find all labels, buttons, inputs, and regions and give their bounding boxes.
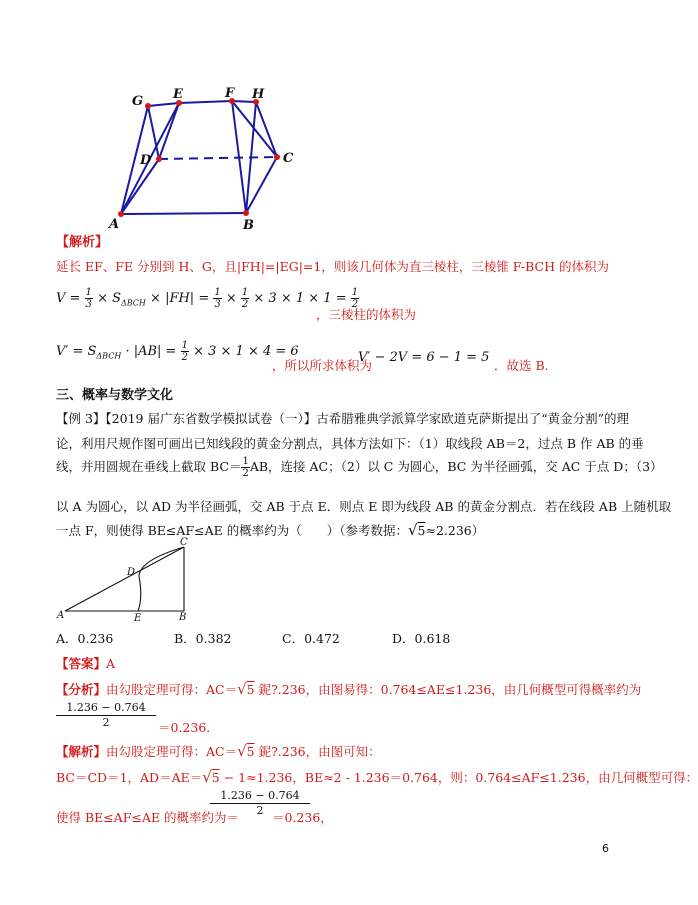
- point-label-a: A: [109, 217, 120, 232]
- analysis-sqrt: 5: [246, 682, 255, 697]
- analysis-frac-num: 1.236 − 0.764: [56, 701, 156, 716]
- solution-l2a: BC＝CD＝1，AD＝AE＝: [56, 770, 203, 785]
- solution-line-a: 【解析】由勾股定理可得：AC＝√5 鈮?.236，由图可知：: [56, 742, 381, 760]
- solution-l3b: ＝0.236，: [272, 810, 333, 825]
- point-label-d2: D: [127, 567, 136, 578]
- example-line-1: 【例 3】【2019 届广东省数学模拟试卷（一）】古希腊雅典学派算学家欧道克萨斯提出了“黄金分割”的理: [56, 411, 629, 426]
- solution-frac-num: 1.236 − 0.764: [210, 789, 310, 804]
- point-label-b: B: [243, 218, 254, 233]
- analysis-label-1: 【解析】: [56, 235, 109, 250]
- solution-l1-sqrt: 5: [246, 744, 255, 759]
- example-line-3a: 线，并用圆规在垂线上截取 BC＝: [56, 459, 242, 474]
- example-line-2: 论，利用尺规作图可画出已知线段的黄金分割点，具体方法如下：（1）取线段 AB＝2，过点 B 作 AB 的垂: [56, 436, 644, 451]
- solution-l2b: − 1≈1.236，BE≈2 - 1.236＝0.764，则：0.764≤AF≤1.236，由几何概型可得：: [219, 770, 698, 785]
- choice-a: A．0.236: [56, 631, 114, 646]
- equation-2-tail-b: ．故选 B.: [494, 358, 549, 373]
- page-number: 6: [602, 842, 609, 855]
- analysis-frac-den: 2: [102, 716, 110, 729]
- example-line-4: 以 A 为圆心，以 AD 为半径画弧，交 AB 于点 E．则点 E 即为线段 AB 的黄金分割点．若在线段 AB 上随机取: [56, 499, 672, 514]
- choice-b: B．0.382: [174, 631, 232, 646]
- volume-equation-1: V = $\frac{1}{3}$ × $S_{\Delta BCH} \times |FH|$ = $\frac{1}{3}$ × $\frac{1}{2}$ × 3 × 1 × 1 = $\frac{1}{2}$: [56, 287, 359, 310]
- analysis-text-c: ＝0.236.: [158, 720, 211, 735]
- equation-2-tail-a: ，所以所求体积为: [272, 358, 373, 373]
- point-label-f: F: [225, 86, 235, 101]
- analysis-label-2: 【分析】: [56, 682, 107, 697]
- answer-value: A: [106, 656, 116, 671]
- point-label-e: E: [173, 87, 183, 102]
- point-label-h: H: [252, 87, 265, 102]
- solution-line-c: 使得 BE≤AF≤AE 的概率约为＝: [56, 810, 240, 825]
- answer-label: 【答案】: [56, 656, 107, 671]
- analysis-fraction: [56, 701, 156, 729]
- solution-frac-den: 2: [256, 804, 264, 817]
- point-label-e2: E: [134, 613, 142, 624]
- section-heading: 三、概率与数学文化: [56, 388, 174, 403]
- choice-d: D．0.618: [392, 631, 451, 646]
- choice-c: C．0.472: [282, 631, 340, 646]
- solution-l1a: 由勾股定理可得：AC＝: [106, 744, 238, 759]
- golden-section-figure: [55, 537, 205, 624]
- solution-l2-sqrt: 5: [211, 770, 220, 785]
- point-label-d: D: [140, 153, 152, 168]
- example-line-3: [56, 456, 663, 479]
- analysis-text-b: 鈮?.236，由图易得：0.764≤AE≤1.236，由几何概型可得概率约为: [254, 682, 642, 697]
- prism-figure: [100, 88, 310, 238]
- point-label-g: G: [132, 94, 144, 109]
- sqrt-five: 5: [417, 523, 426, 538]
- fraction-half-den: 2: [242, 468, 249, 479]
- solution-l1b: 鈮?.236，由图可知：: [254, 744, 381, 759]
- example-line-5: 一点 F，则使得 BE≤AF≤AE 的概率约为（ ）（参考数据：√5≈2.236）: [56, 521, 485, 539]
- equation-2-mid: V′ − 2V = 6 − 1 = 5: [358, 350, 490, 365]
- example-line-5a: 一点 F，则使得 BE≤AF≤AE 的概率约为（ ）（参考数据：: [56, 523, 408, 538]
- solution-line-1: 延长 EF、FE 分别到 H、G，且|FH|=|EG|=1，则该几何体为直三棱柱，三棱锥 F-BCH 的体积为: [56, 259, 609, 274]
- analysis-line: 【分析】由勾股定理可得：AC＝√5 鈮?.236，由图易得：0.764≤AE≤1.236，由几何概型可得概率约为: [56, 680, 642, 698]
- answer-line: [56, 654, 115, 672]
- point-label-c2: C: [180, 537, 188, 548]
- solution-label: 【解析】: [56, 744, 107, 759]
- volume-equation-2: $V' = S_{\Delta BCH} \cdot |AB|$ = $\frac{1}{2}$ × 3 × 1 × 4 = 6: [56, 340, 299, 363]
- example-line-5b: ≈2.236）: [425, 523, 485, 538]
- analysis-text-a: 由勾股定理可得：AC＝: [106, 682, 238, 697]
- point-label-b2: B: [179, 612, 187, 623]
- equation-1-tail: ，三棱柱的体积为: [316, 307, 417, 322]
- solution-line-b: BC＝CD＝1，AD＝AE＝√5 − 1≈1.236，BE≈2 - 1.236＝0.764，则：0.764≤AF≤1.236，由几何概型可得：: [56, 768, 698, 786]
- example-line-3b: AB，连接 AC；（2）以 C 为圆心，BC 为半径画弧，交 AC 于点 D；（3）: [249, 459, 663, 474]
- point-label-c: C: [283, 151, 294, 166]
- point-label-a2: A: [57, 610, 65, 621]
- fraction-half-num: 1: [242, 456, 249, 467]
